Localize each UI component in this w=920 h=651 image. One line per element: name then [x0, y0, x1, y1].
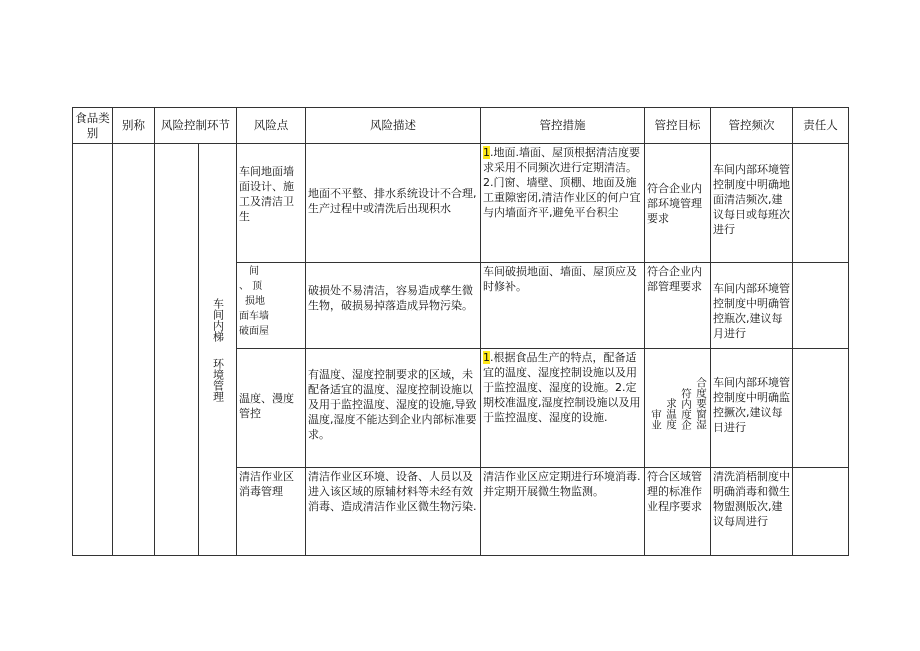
- target-fragment: 求温度: [665, 398, 677, 430]
- header-control-frequency: 管控频次: [711, 108, 793, 144]
- control-measures-cell: 清洁作业区应定期进行环境消毒.并定期开展微生物监测。: [481, 468, 645, 556]
- owner-cell: [793, 468, 849, 556]
- risk-description-cell: 清洁作业区环境、设备、人员以及进入该区域的原辅材料等未经有效消毒、造成清洁作业区微生物污染.: [306, 468, 481, 556]
- control-target-cell: 符合区域管理的标准作业程序要求: [645, 468, 711, 556]
- owner-cell: [793, 349, 849, 468]
- owner-cell: [793, 144, 849, 263]
- risk-control-table: [72, 107, 849, 556]
- stage-label-1: 车间内梯: [211, 297, 225, 342]
- header-row: [73, 108, 849, 144]
- owner-cell: [793, 263, 849, 349]
- risk-point-line: 面车墙: [239, 311, 269, 322]
- risk-point-line: 损地: [245, 296, 265, 307]
- control-measures-text: .地面.墙面、屋顶根据清洁度要求采用不同频次进行定期清洁。2.门窗、墙壁、顶棚、地面及施工重隙密闭,清洁作业区的何户宜与内墙面齐平,避免平台积尘: [483, 146, 641, 219]
- control-measures-text: .根据食品生产的特点，配备适宜的温度、湿度控制设施以及用于监控温度、湿度的设施。2.定期校准温度,湿度控制设施以及用于监控温度、湿度的设施.: [483, 351, 641, 424]
- header-risk-point: 风险点: [237, 108, 306, 144]
- header-control-stage: 风险控制环节: [155, 108, 237, 144]
- header-risk-description: 风险描述: [306, 108, 481, 144]
- risk-point-cell: 车间地面墙面设计、施工及清洁卫生: [237, 144, 306, 263]
- control-frequency-cell: 清洗消梧制度中明确消毒和微生物盥测版次,建议每周进行: [711, 468, 793, 556]
- table-row: [73, 144, 849, 263]
- risk-point-cell: 清洁作业区消毒管理: [237, 468, 306, 556]
- risk-point-line: 破面屋: [239, 326, 269, 337]
- control-measures-cell: [481, 349, 645, 468]
- control-target-cell: 符合企业内部管理要求: [645, 263, 711, 349]
- risk-description-cell: 有温度、湿度控制要求的区域，未配备适宜的温度、湿度控制设施以及用于监控温度、湿度的设施,导致温度,湿度不能达到企业内部标准要求。: [306, 349, 481, 468]
- control-target-cell: 符合企业内部环境管理要求: [645, 144, 711, 263]
- risk-description-cell: 破损处不易清洁，容易造成孳生微生物，破损易掉落造成异物污染。: [306, 263, 481, 349]
- control-frequency-cell: 车间内部环境管控制度中明确监控撅次,建议每日进行: [711, 349, 793, 468]
- control-measures-cell: 车间破损地面、墙面、屋顶应及时修补。: [481, 263, 645, 349]
- control-frequency-cell: 车间内部环境管控制度中明确管控瓶次,建议每月进行: [711, 263, 793, 349]
- target-fragment: 审业: [650, 408, 662, 430]
- risk-point-line: 、 顶: [239, 281, 263, 292]
- highlight-marker: 1: [483, 146, 490, 159]
- header-food-category: 食品类别: [73, 108, 113, 144]
- target-fragment: 符内度企: [680, 387, 692, 430]
- control-stage-cell: [155, 144, 237, 556]
- header-control-measures: 管控措施: [481, 108, 645, 144]
- header-owner: 责任人: [793, 108, 849, 144]
- risk-point-line: 间: [249, 266, 259, 277]
- stage-label: [199, 144, 236, 555]
- header-alias: 别称: [113, 108, 155, 144]
- alias-cell: [113, 144, 155, 556]
- stage-label-2: 环境管理: [211, 357, 225, 402]
- highlight-marker: 1: [483, 351, 490, 364]
- control-frequency-cell: 车间内部环境管控制度中明确地面清洁频次,建议每日或每班次进行: [711, 144, 793, 263]
- header-control-target: 管控目标: [645, 108, 711, 144]
- control-measures-cell: [481, 144, 645, 263]
- target-fragment: 合度要窗湿: [695, 377, 707, 430]
- food-category-cell: [73, 144, 113, 556]
- control-target-cell: [645, 349, 711, 468]
- risk-point-cell: 温度、漫度管控: [237, 349, 306, 468]
- risk-description-cell: 地面不平整、排水系统设计不合理,生产过程中或清洗后出现积水: [306, 144, 481, 263]
- risk-point-cell: [237, 263, 306, 349]
